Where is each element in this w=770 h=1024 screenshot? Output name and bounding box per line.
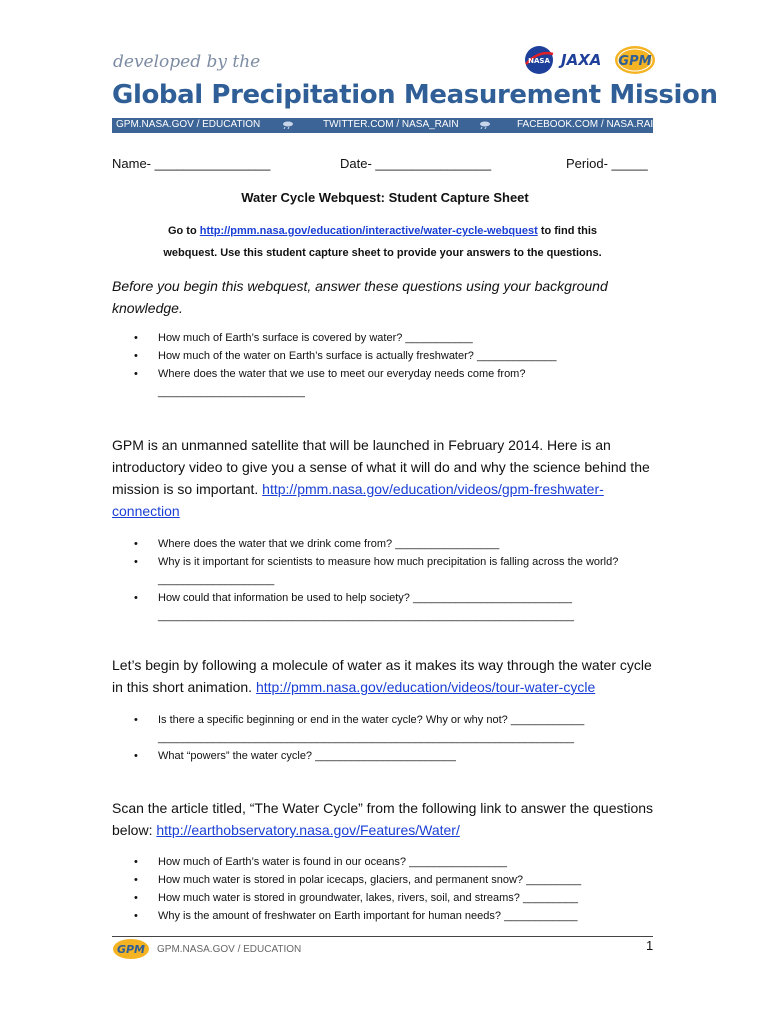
question[interactable] (112, 871, 660, 889)
footer-divider (112, 936, 653, 937)
svg-text:GPM: GPM (618, 54, 652, 69)
question-text: Why is it important for scientists to measure how much precipitation is falling across the world? ___________________ (158, 556, 619, 586)
question-text: How could that information be used to help society? __________________________ ____________________________________________________________________ (158, 592, 575, 622)
footer-gpm-logo (112, 938, 150, 965)
question[interactable] (112, 889, 660, 907)
section1-questions (112, 329, 660, 401)
header-link-twitter[interactable]: TWITTER.COM / NASA_RAIN (323, 119, 459, 130)
rain-icon (282, 121, 294, 129)
question-text: Where does the water that we use to meet our everyday needs come from? ________________________ (158, 368, 526, 398)
bullet: • (134, 750, 138, 762)
name-field[interactable]: Name- ________________ (112, 156, 271, 171)
question[interactable] (112, 553, 660, 589)
question[interactable] (112, 907, 660, 925)
header-link-facebook[interactable]: FACEBOOK.COM / NASA.RAIN (517, 119, 661, 130)
water-cycle-animation-link[interactable]: http://pmm.nasa.gov/education/videos/tour-water-cycle (255, 679, 596, 695)
question-text: How much of the water on Earth’s surface is actually freshwater? _____________ (158, 350, 557, 362)
question-text: How much water is stored in polar icecaps, glaciers, and permanent snow? _________ (158, 874, 582, 886)
bullet: • (134, 892, 138, 904)
jaxa-logo (558, 51, 601, 69)
intro-post: to find this (537, 225, 598, 237)
svg-text:JAXA: JAXA (561, 51, 602, 69)
bullet: • (134, 556, 138, 568)
section4-text: Scan the article titled, “The Water Cycle” from the following link to answer the questions below: (112, 800, 654, 838)
section4-questions (112, 853, 660, 925)
developed-by-label: developed by the (113, 52, 261, 72)
question-text: How much of Earth’s surface is covered by water? ___________ (158, 332, 473, 344)
intro-instructions (112, 220, 653, 264)
rain-icon (479, 121, 491, 129)
bullet: • (134, 714, 138, 726)
question-text: Where does the water that we drink come from? _________________ (158, 538, 500, 550)
mission-title: Global Precipitation Measurement Mission (112, 80, 718, 110)
gpm-logo (615, 46, 655, 74)
question-text: What “powers” the water cycle? _______________________ (158, 750, 456, 762)
bullet: • (134, 856, 138, 868)
question[interactable] (112, 347, 660, 365)
footer-education-link[interactable]: GPM.NASA.GOV / EDUCATION (157, 944, 302, 955)
svg-text:GPM: GPM (116, 943, 146, 956)
bullet: • (134, 910, 138, 922)
section4-paragraph (112, 797, 660, 841)
earth-observatory-link[interactable]: http://earthobservatory.nasa.gov/Features/Water/ (156, 822, 460, 838)
question-text: How much of Earth’s water is found in our oceans? ________________ (158, 856, 507, 868)
header-link-bar (112, 118, 661, 133)
webquest-link[interactable]: http://pmm.nasa.gov/education/interactive/water-cycle-webquest (199, 225, 538, 237)
question[interactable] (112, 329, 660, 347)
bullet: • (134, 350, 138, 362)
question[interactable] (112, 365, 660, 401)
bullet: • (134, 592, 138, 604)
bullet: • (134, 874, 138, 886)
question[interactable] (112, 535, 660, 553)
section3-questions (112, 711, 660, 765)
intro-line2: webquest. Use this student capture sheet to provide your answers to the questions. (163, 247, 602, 259)
section3-paragraph (112, 654, 660, 698)
section2-paragraph (112, 434, 660, 522)
question-text: Is there a specific beginning or end in the water cycle? Why or why not? ____________ ____________________________________________________________________ (158, 714, 585, 744)
section2-text: GPM is an unmanned satellite that will be launched in February 2014. Here is an introductory video to give you a sense of what it will do and why the science behind the mission is so important. (112, 437, 650, 497)
bullet: • (134, 538, 138, 550)
question-text: Why is the amount of freshwater on Earth important for human needs? ____________ (158, 910, 578, 922)
bullet: • (134, 332, 138, 344)
question-text: How much water is stored in groundwater, lakes, rivers, soil, and streams? _________ (158, 892, 579, 904)
intro-pre: Go to (167, 225, 200, 237)
section1-heading: Before you begin this webquest, answer these questions using your background knowledge. (112, 278, 608, 316)
question[interactable] (112, 853, 660, 871)
gpm-video-link[interactable]: http://pmm.nasa.gov/education/videos/gpm-freshwater-connection (112, 481, 604, 519)
bullet: • (134, 368, 138, 380)
partner-logos (523, 44, 658, 81)
date-field[interactable]: Date- ________________ (340, 156, 492, 171)
svg-text:NASA: NASA (528, 57, 550, 65)
page-number: 1 (646, 938, 654, 953)
header-link-education[interactable]: GPM.NASA.GOV / EDUCATION (116, 119, 261, 130)
question[interactable] (112, 589, 660, 625)
nasa-logo (525, 46, 553, 74)
question[interactable] (112, 711, 660, 747)
section3-text: Let’s begin by following a molecule of water as it makes its way through the water cycle in this short animation. (112, 657, 652, 695)
period-field[interactable]: Period- _____ (566, 156, 648, 171)
section2-questions (112, 535, 660, 625)
question[interactable] (112, 747, 660, 765)
worksheet-title: Water Cycle Webquest: Student Capture Sheet (241, 190, 529, 205)
